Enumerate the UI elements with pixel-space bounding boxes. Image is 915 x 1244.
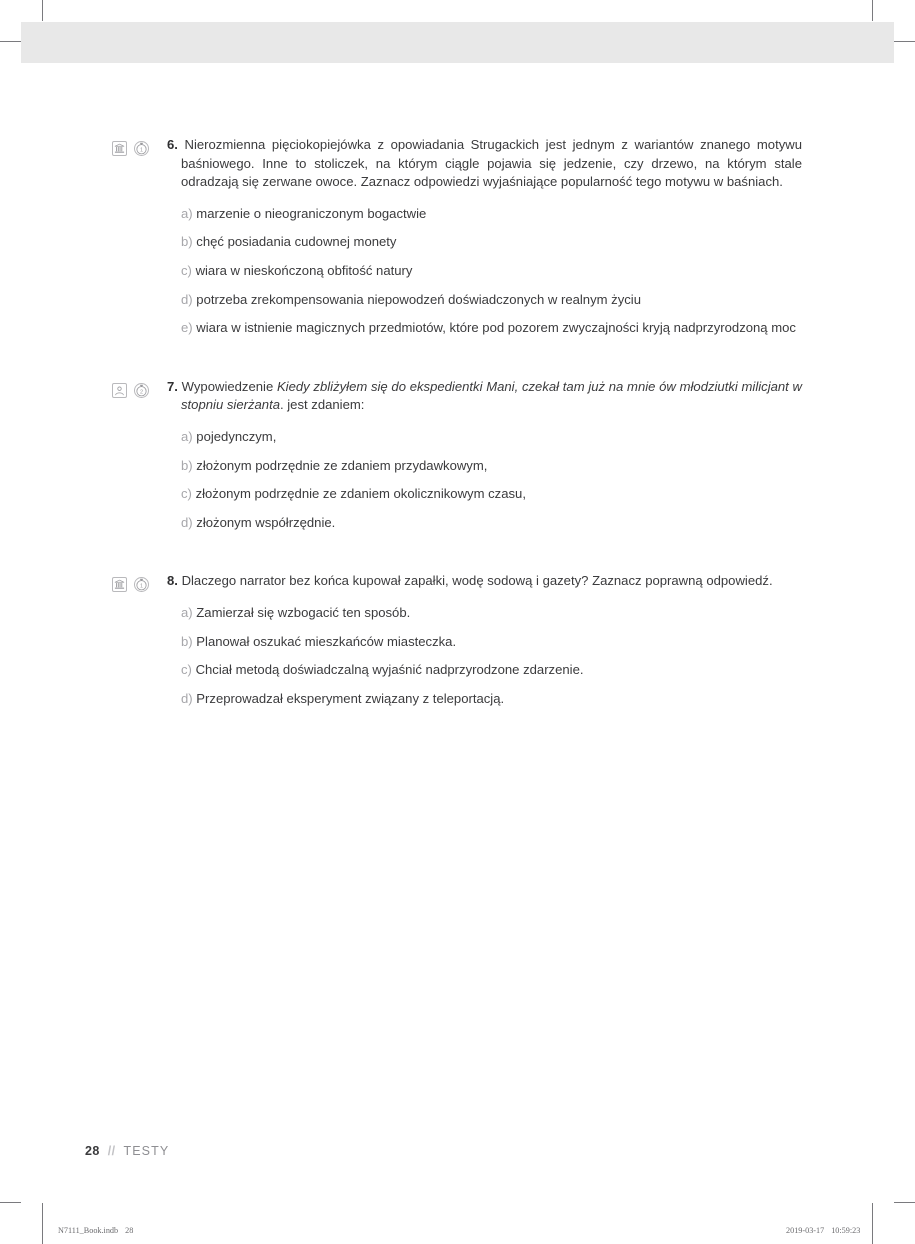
option-item[interactable] <box>181 457 802 476</box>
option-item[interactable] <box>181 633 802 652</box>
question-6-icon-group <box>112 141 149 156</box>
option-letter: d) <box>181 514 193 530</box>
question-6-stem <box>167 136 803 192</box>
questions-container <box>112 136 802 730</box>
crop-mark-left-top <box>0 41 21 42</box>
print-meta-right <box>786 1226 860 1235</box>
option-text: potrzeba zrekompensowania niepowodzeń doświadczonych w realnym życiu <box>196 291 641 307</box>
option-letter: c) <box>181 486 192 502</box>
crop-mark-right-top <box>894 41 915 42</box>
option-text: pojedynczym, <box>196 428 277 444</box>
crop-mark-bottom-right <box>872 1203 873 1244</box>
print-meta-date: 2019-03-17 <box>786 1226 825 1235</box>
question-7-quote: Kiedy zbliżyłem się do ekspedientki Mani, czekał tam już na mnie ów młodziutki milicjant w stopniu sierżanta <box>181 378 802 413</box>
print-meta-filename: N7111_Book.indb <box>58 1226 119 1235</box>
question-7-number: 7. <box>167 378 178 394</box>
print-meta-filepage: 28 <box>125 1226 134 1235</box>
crop-mark-top-right <box>872 0 873 21</box>
question-8-body <box>167 572 802 708</box>
option-letter: a) <box>181 428 193 444</box>
question-7-stem <box>167 378 802 415</box>
option-text: Planował oszukać mieszkańców miasteczka. <box>196 633 457 649</box>
question-7-body <box>167 378 802 533</box>
header-band <box>21 22 894 63</box>
question-7-icon-group <box>112 383 149 398</box>
museum-icon <box>112 141 127 156</box>
option-letter: a) <box>181 205 193 221</box>
question-7-stem-tail: . jest zdaniem: <box>280 397 365 413</box>
option-item[interactable] <box>181 291 802 310</box>
question-8-number: 8. <box>167 573 178 589</box>
question-7-stem-text: Wypowiedzenie <box>181 378 277 394</box>
option-text: marzenie o nieograniczonym bogactwie <box>196 205 427 221</box>
option-item[interactable] <box>181 690 802 709</box>
question-6-number: 6. <box>167 137 178 152</box>
museum-icon <box>112 577 127 592</box>
crop-mark-right-bottom <box>894 1202 915 1203</box>
crop-mark-left-bottom <box>0 1202 21 1203</box>
print-meta-time: 10:59:23 <box>831 1226 861 1235</box>
option-letter: b) <box>181 457 193 473</box>
option-text: złożonym podrzędnie ze zdaniem przydawkowym, <box>196 457 488 473</box>
option-text: Chciał metodą doświadczalną wyjaśnić nadprzyrodzone zdarzenie. <box>195 662 584 678</box>
stopwatch-1-icon <box>134 577 149 592</box>
question-8-stem-text: Dlaczego narrator bez końca kupował zapałki, wodę sodową i gazety? Zaznacz poprawną odpowiedź. <box>181 573 773 589</box>
question-block-8 <box>112 572 802 708</box>
option-item[interactable] <box>181 485 802 504</box>
stopwatch-1-icon <box>134 141 149 156</box>
person-icon <box>112 383 127 398</box>
option-item[interactable] <box>181 604 802 623</box>
option-item[interactable] <box>181 233 802 252</box>
question-6-stem-text: Nierozmienna pięciokopiejówka z opowiadania Strugackich jest jednym z wariantów znanego motywu baśniowego. Inne to stoliczek, na którym ciągle pojawia się jedzenie, czy drzewo, na którym stale odradzają się zerwane owoce. Zaznacz odpowiedzi wyjaśniające popularność tego motywu w baśniach. <box>181 137 803 190</box>
option-letter: b) <box>181 234 193 250</box>
option-item[interactable] <box>181 514 802 533</box>
crop-mark-top-left <box>42 0 43 21</box>
svg-text:1: 1 <box>139 583 144 590</box>
option-text: chęć posiadania cudownej monety <box>196 234 397 250</box>
svg-text:1: 1 <box>139 147 144 154</box>
option-text: złożonym podrzędnie ze zdaniem okolicznikowym czasu, <box>195 486 526 502</box>
question-6-body <box>167 136 802 338</box>
option-letter: d) <box>181 291 193 307</box>
footer-page-number: 28 <box>85 1144 100 1158</box>
option-text: złożonym współrzędnie. <box>196 514 336 530</box>
option-item[interactable] <box>181 428 802 447</box>
option-item[interactable] <box>181 205 802 224</box>
option-text: wiara w nieskończoną obfitość natury <box>195 262 413 278</box>
question-7-options <box>181 428 802 532</box>
option-text: wiara w istnienie magicznych przedmiotów, które pod pozorem zwyczajności kryją nadprzyrodzoną moc <box>196 320 796 336</box>
question-6-options <box>181 205 802 338</box>
option-letter: c) <box>181 662 192 678</box>
question-8-icon-group <box>112 577 149 592</box>
option-item[interactable] <box>181 319 802 338</box>
option-text: Zamierzał się wzbogacić ten sposób. <box>196 604 411 620</box>
footer-section-label: TESTY <box>123 1144 170 1158</box>
option-item[interactable] <box>181 661 802 680</box>
question-block-6 <box>112 136 802 338</box>
option-letter: d) <box>181 690 193 706</box>
option-text: Przeprowadzał eksperyment związany z teleportacją. <box>196 690 505 706</box>
option-letter: c) <box>181 262 192 278</box>
option-letter: b) <box>181 633 193 649</box>
option-letter: a) <box>181 604 193 620</box>
option-letter: e) <box>181 320 193 336</box>
question-8-options <box>181 604 802 708</box>
svg-text:2: 2 <box>139 389 144 396</box>
print-meta-left <box>58 1226 133 1235</box>
crop-mark-bottom-left <box>42 1203 43 1244</box>
stopwatch-2-icon <box>134 383 149 398</box>
option-item[interactable] <box>181 262 802 281</box>
page-footer <box>85 1144 169 1158</box>
question-8-stem <box>167 572 802 591</box>
question-block-7 <box>112 378 802 533</box>
footer-separator: // <box>107 1144 116 1158</box>
